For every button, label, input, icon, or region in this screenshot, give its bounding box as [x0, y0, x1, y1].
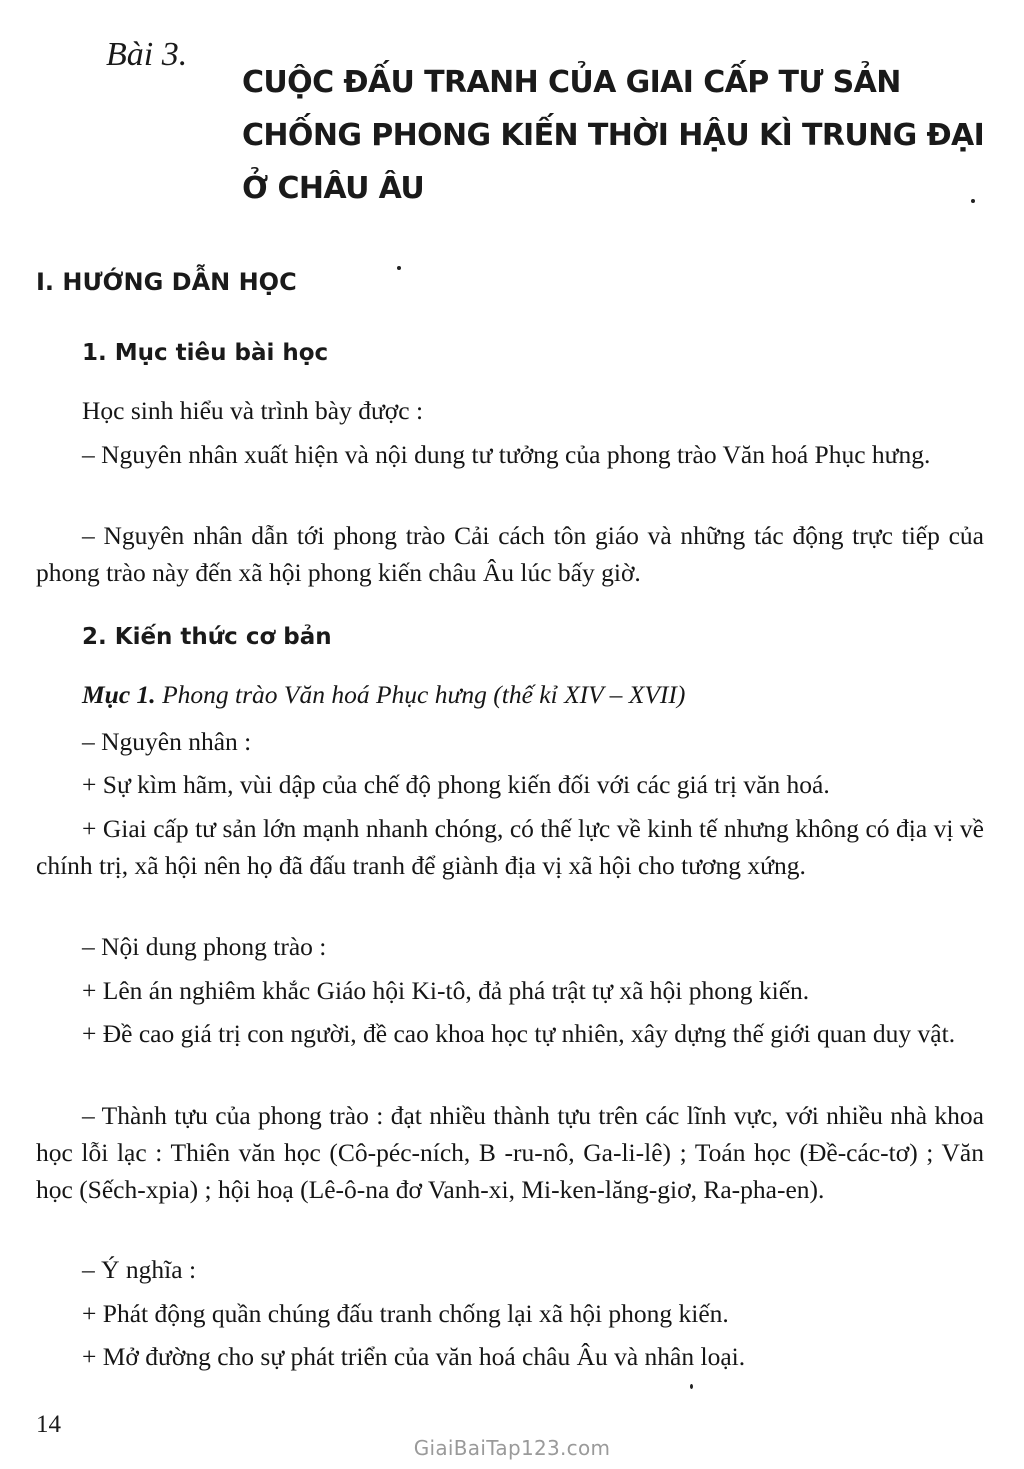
muc-label: Mục 1.	[82, 680, 156, 709]
subsection-heading: 2. Kiến thức cơ bản	[82, 624, 332, 650]
body-paragraph: + Giai cấp tư sản lớn mạnh nhanh chóng, có thế lực về kinh tế nhưng không có địa vị về chính trị, xã hội nên họ đã đấu tranh để giành địa vị xã hội cho tương xứng.	[36, 814, 984, 880]
objectives-intro: Học sinh hiểu và trình bày được :	[82, 396, 424, 425]
scan-speck	[690, 1384, 693, 1389]
muc-heading	[82, 680, 685, 710]
objective-item: – Nguyên nhân xuất hiện và nội dung tư tưởng của phong trào Văn hoá Phục hưng.	[82, 440, 931, 469]
lesson-title	[242, 56, 1002, 215]
lesson-title-line: Ở CHÂU ÂU	[242, 171, 425, 206]
lesson-label: Bài 3.	[106, 36, 188, 73]
site-watermark: GiaiBaiTap123.com	[413, 1436, 611, 1460]
body-paragraph: – Nguyên nhân :	[82, 727, 252, 756]
section-heading: I. HƯỚNG DẪN HỌC	[36, 268, 297, 296]
muc-title: Phong trào Văn hoá Phục hưng (thế kỉ XIV – XVII)	[155, 680, 686, 709]
body-paragraph: – Ý nghĩa :	[82, 1255, 197, 1284]
page-number: 14	[36, 1411, 61, 1438]
objective-item: – Nguyên nhân dẫn tới phong trào Cải cách tôn giáo và những tác động trực tiếp của phong trào này đến xã hội phong kiến châu Âu lúc bấy giờ.	[36, 521, 984, 587]
scan-speck	[971, 199, 975, 203]
body-paragraph: + Lên án nghiêm khắc Giáo hội Ki-tô, đả phá trật tự xã hội phong kiến.	[82, 976, 810, 1005]
body-paragraph: + Phát động quần chúng đấu tranh chống lại xã hội phong kiến.	[82, 1299, 729, 1328]
subsection-heading: 1. Mục tiêu bài học	[82, 340, 329, 366]
body-paragraph: – Thành tựu của phong trào : đạt nhiều thành tựu trên các lĩnh vực, với nhiều nhà khoa học lỗi lạc : Thiên văn học (Cô-péc-ních, B -ru-nô, Ga-li-lê) ; Toán học (Đề-các-tơ) ; Văn học (Sếch-xpia) ; hội hoạ (Lê-ô-na đơ Vanh-xi, Mi-ken-lăng-giơ, Ra-pha-en).	[36, 1101, 984, 1204]
lesson-title-line: CUỘC ĐẤU TRANH CỦA GIAI CẤP TƯ SẢN	[242, 65, 901, 100]
lesson-title-line: CHỐNG PHONG KIẾN THỜI HẬU KÌ TRUNG ĐẠI	[242, 118, 985, 153]
body-paragraph: + Sự kìm hãm, vùi dập của chế độ phong kiến đối với các giá trị văn hoá.	[82, 770, 830, 799]
scan-speck	[397, 266, 401, 270]
body-paragraph: – Nội dung phong trào :	[82, 932, 327, 961]
body-paragraph: + Mở đường cho sự phát triển của văn hoá châu Âu và nhân loại.	[82, 1342, 746, 1371]
body-paragraph: + Đề cao giá trị con người, đề cao khoa học tự nhiên, xây dựng thế giới quan duy vật.	[82, 1019, 956, 1048]
